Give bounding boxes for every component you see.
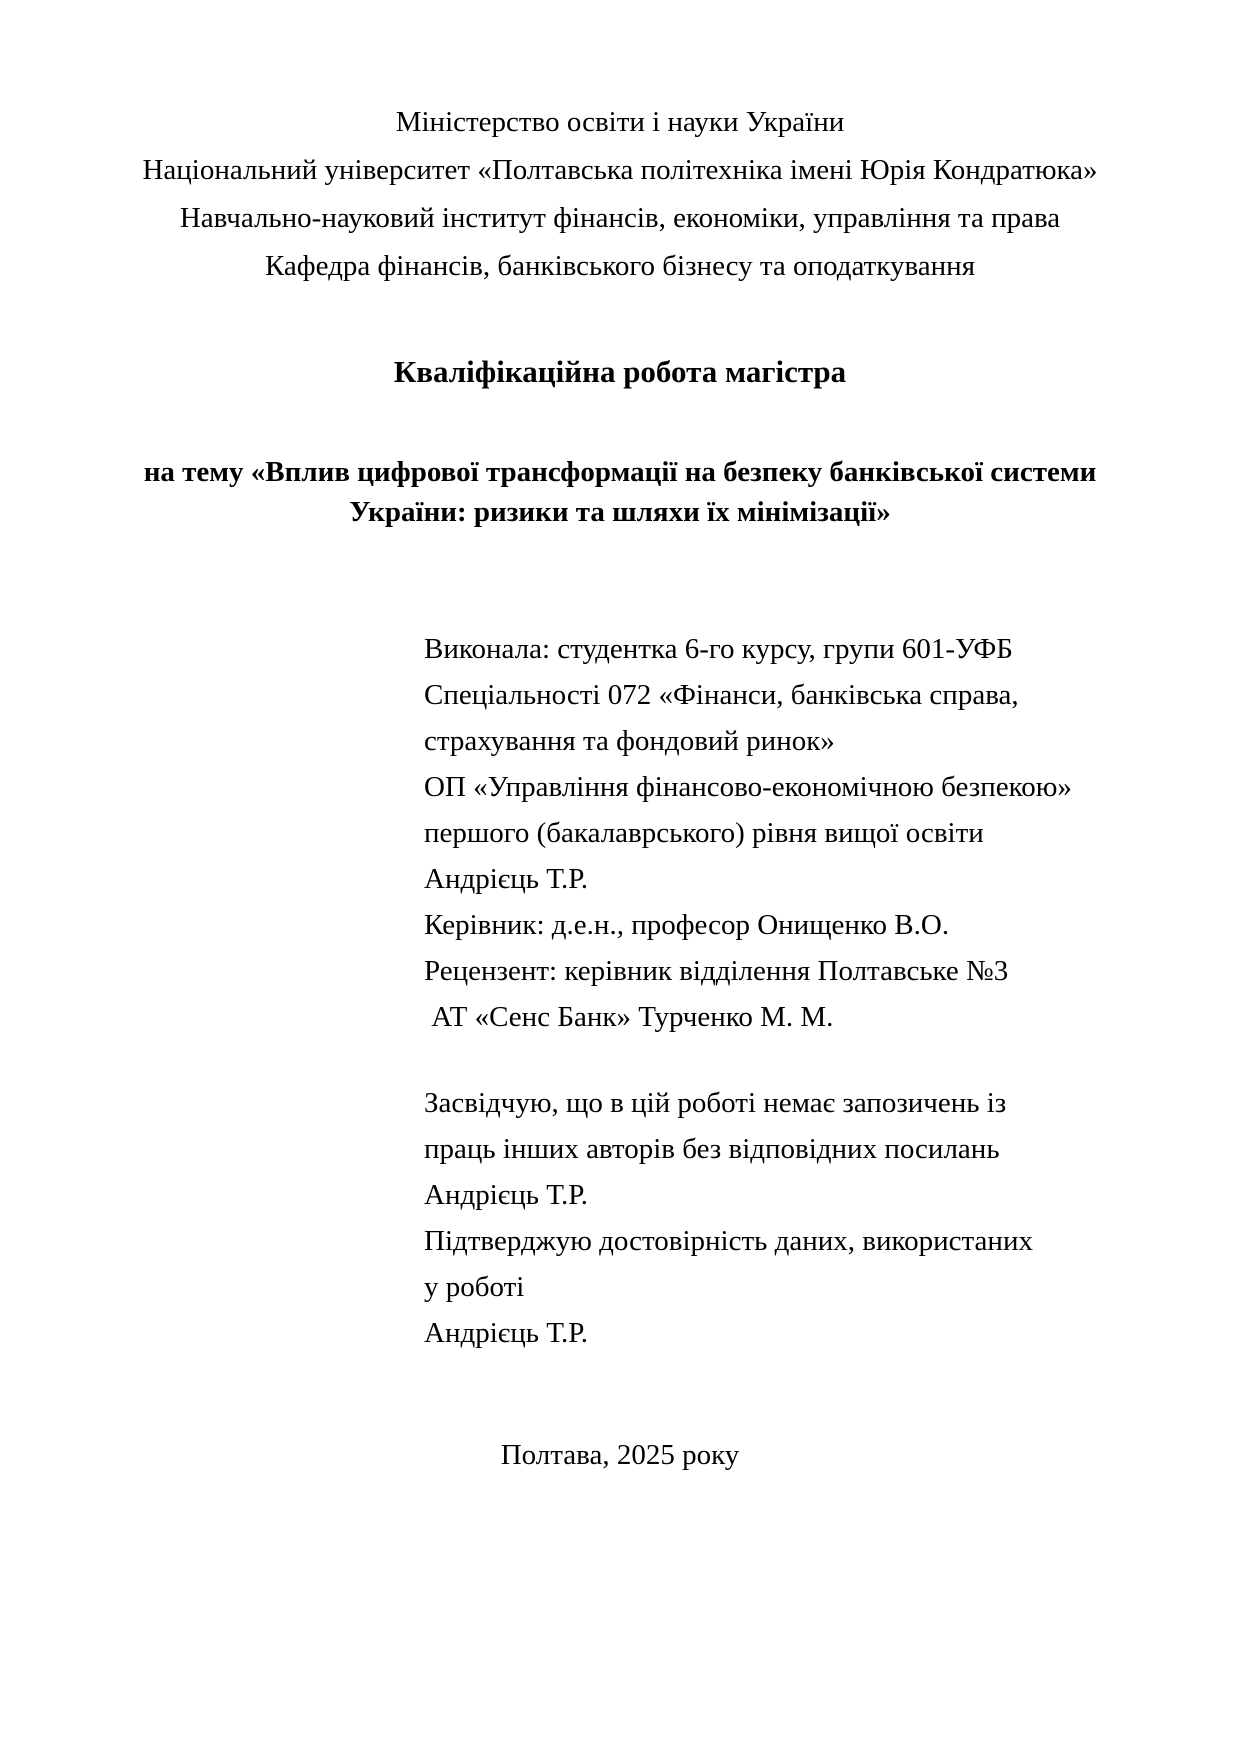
declaration-block bbox=[424, 1080, 1200, 1356]
declaration-line-1: Засвідчую, що в цій роботі немає запозичень із bbox=[424, 1087, 1007, 1119]
attribution-block bbox=[424, 626, 1200, 1040]
reviewer-line-2: АТ «Сенс Банк» Турченко М. М. bbox=[424, 1001, 834, 1033]
supervisor-line: Керівник: д.е.н., професор Онищенко В.О. bbox=[424, 909, 950, 941]
declaration-signature-2: Андрієць Т.Р. bbox=[424, 1317, 589, 1349]
institute-line: Навчально-науковий інститут фінансів, економіки, управління та права bbox=[179, 202, 1061, 234]
specialty-line-2: страхування та фондовий ринок» bbox=[424, 725, 835, 757]
specialty-line-1: Спеціальності 072 «Фінанси, банківська справа, bbox=[424, 679, 1019, 711]
ministry-line: Міністерство освіти і науки України bbox=[395, 106, 845, 138]
author-line: Виконала: студентка 6-го курсу, групи 601-УФБ bbox=[424, 633, 1013, 665]
education-level-line: першого (бакалаврського) рівня вищої освіти bbox=[424, 817, 984, 849]
declaration-line-4: у роботі bbox=[424, 1271, 525, 1303]
declaration-signature-1: Андрієць Т.Р. bbox=[424, 1179, 589, 1211]
declaration-line-3: Підтверджую достовірність даних, використаних bbox=[424, 1225, 1033, 1257]
author-name-line: Андрієць Т.Р. bbox=[424, 863, 589, 895]
topic-line-1: на тему «Вплив цифрової трансформації на безпеку банківської системи bbox=[143, 456, 1097, 488]
thesis-topic bbox=[0, 452, 1240, 532]
department-line: Кафедра фінансів, банківського бізнесу та оподаткування bbox=[264, 250, 976, 282]
city-year-footer: Полтава, 2025 року bbox=[500, 1439, 740, 1471]
institution-header bbox=[0, 0, 1240, 290]
reviewer-line-1: Рецензент: керівник відділення Полтавське №3 bbox=[424, 955, 1009, 987]
topic-line-2: України: ризики та шляхи їх мінімізації» bbox=[349, 496, 891, 528]
work-type-title: Кваліфікаційна робота магістра bbox=[393, 354, 847, 389]
program-line: ОП «Управління фінансово-економічною безпекою» bbox=[424, 771, 1072, 803]
declaration-line-2: праць інших авторів без відповідних посилань bbox=[424, 1133, 1000, 1165]
university-line: Національний університет «Полтавська політехніка імені Юрія Кондратюка» bbox=[142, 154, 1098, 186]
